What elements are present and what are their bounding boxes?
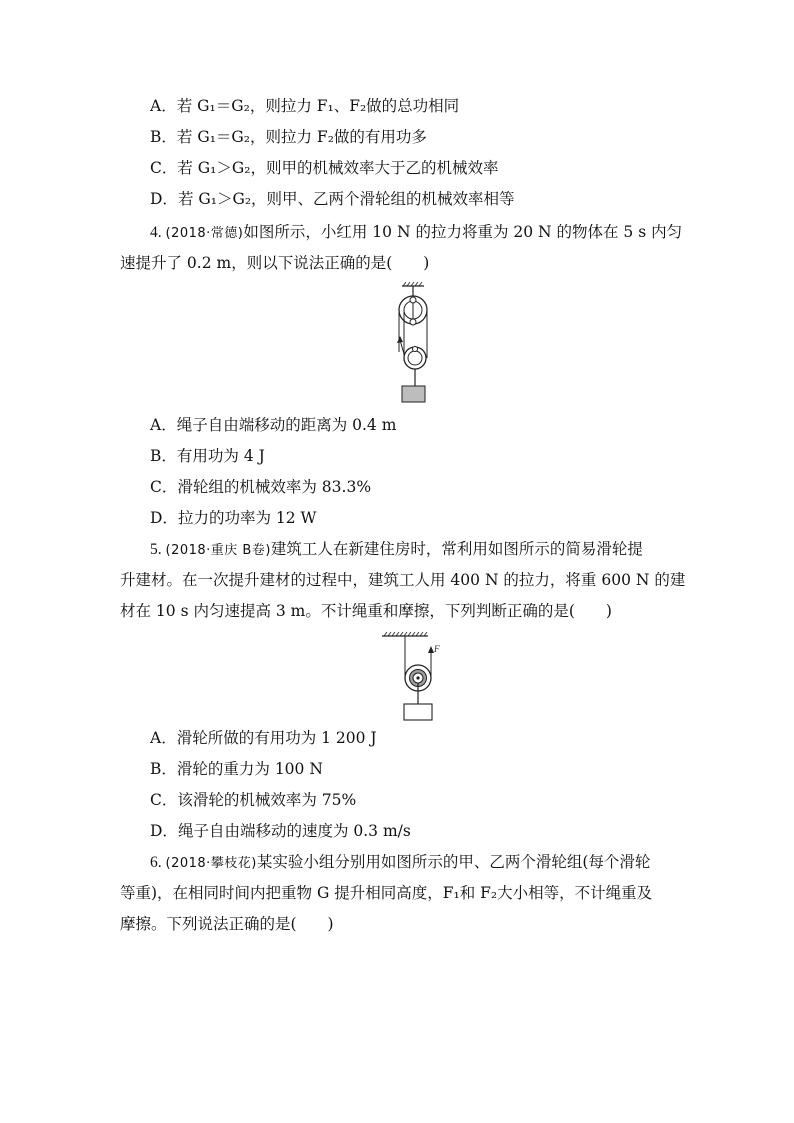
option-text: 滑轮组的机械效率为 83.3% xyxy=(177,478,372,496)
question-text: 如图所示，小红用 10 N 的拉力将重为 20 N 的物体在 5 s 内匀 xyxy=(243,223,683,241)
option-letter: A． xyxy=(150,729,177,747)
q5-option-b xyxy=(150,758,323,780)
q3-option-a xyxy=(150,95,459,117)
q6-stem-line2: 等重)，在相同时间内把重物 G 提升相同高度，F₁和 F₂大小相等，不计绳重及 xyxy=(120,884,653,902)
option-text: 若 G₁＞G₂，则甲的机械效率大于乙的机械效率 xyxy=(177,159,499,177)
question-text: 建筑工人在新建住房时，常利用如图所示的简易滑轮提 xyxy=(270,540,643,558)
option-text: 该滑轮的机械效率为 75% xyxy=(177,791,357,809)
q3-option-d xyxy=(150,188,515,210)
option-text: 绳子自由端移动的速度为 0.3 m/s xyxy=(177,822,411,840)
option-letter: B． xyxy=(150,447,177,465)
option-letter: B． xyxy=(150,128,177,146)
option-text: 有用功为 4 J xyxy=(176,447,265,465)
q3-option-b xyxy=(150,126,427,148)
q5-option-a xyxy=(150,727,377,749)
option-letter: C． xyxy=(150,159,178,177)
question-source: (2018·常德) xyxy=(165,226,244,241)
option-letter: C． xyxy=(150,791,178,809)
option-letter: B． xyxy=(150,760,177,778)
option-text: 绳子自由端移动的距离为 0.4 m xyxy=(176,416,397,434)
q5-option-c xyxy=(150,789,356,811)
q4-stem-line1 xyxy=(150,221,682,245)
option-letter: D． xyxy=(150,509,178,527)
option-text: 滑轮所做的有用功为 1 200 J xyxy=(176,729,377,747)
q4-option-a xyxy=(150,414,396,436)
q5-stem-line1 xyxy=(150,538,643,562)
option-letter: D． xyxy=(150,190,178,208)
option-letter: A． xyxy=(150,416,177,434)
q4-pulley-figure xyxy=(388,282,438,406)
question-number: 4. xyxy=(150,224,166,241)
option-text: 若 G₁＞G₂，则甲、乙两个滑轮组的机械效率相等 xyxy=(177,190,515,208)
q5-stem-line3: 材在 10 s 内匀速提高 3 m。不计绳重和摩擦，下列判断正确的是( ) xyxy=(120,602,612,620)
option-letter: A． xyxy=(150,97,177,115)
option-text: 若 G₁＝G₂，则拉力 F₂做的有用功多 xyxy=(176,128,427,146)
question-source: (2018·攀枝花) xyxy=(165,856,257,871)
q5-stem-line2: 升建材。在一次提升建材的过程中，建筑工人用 400 N 的拉力，将重 600 N 的建 xyxy=(120,571,686,589)
option-letter: D． xyxy=(150,822,178,840)
option-text: 若 G₁＝G₂，则拉力 F₁、F₂做的总功相同 xyxy=(176,97,460,115)
question-source: (2018·重庆 B卷) xyxy=(165,543,271,558)
q4-option-c xyxy=(150,476,371,498)
option-text: 滑轮的重力为 100 N xyxy=(176,760,323,778)
q5-option-d xyxy=(150,820,411,842)
q6-stem-line1 xyxy=(150,851,650,875)
q4-option-d xyxy=(150,507,316,529)
question-number: 6. xyxy=(150,854,166,871)
option-text: 拉力的功率为 12 W xyxy=(177,509,317,527)
force-label: F xyxy=(434,644,440,654)
q3-option-c xyxy=(150,157,499,179)
q4-stem-line2: 速提升了 0.2 m，则以下说法正确的是( ) xyxy=(120,254,430,272)
question-number: 5. xyxy=(150,541,166,558)
q4-option-b xyxy=(150,445,265,467)
q5-pulley-figure xyxy=(378,630,448,722)
q6-stem-line3: 摩擦。下列说法正确的是( ) xyxy=(120,915,334,933)
question-text: 某实验小组分别用如图所示的甲、乙两个滑轮组(每个滑轮 xyxy=(256,853,651,871)
option-letter: C． xyxy=(150,478,178,496)
